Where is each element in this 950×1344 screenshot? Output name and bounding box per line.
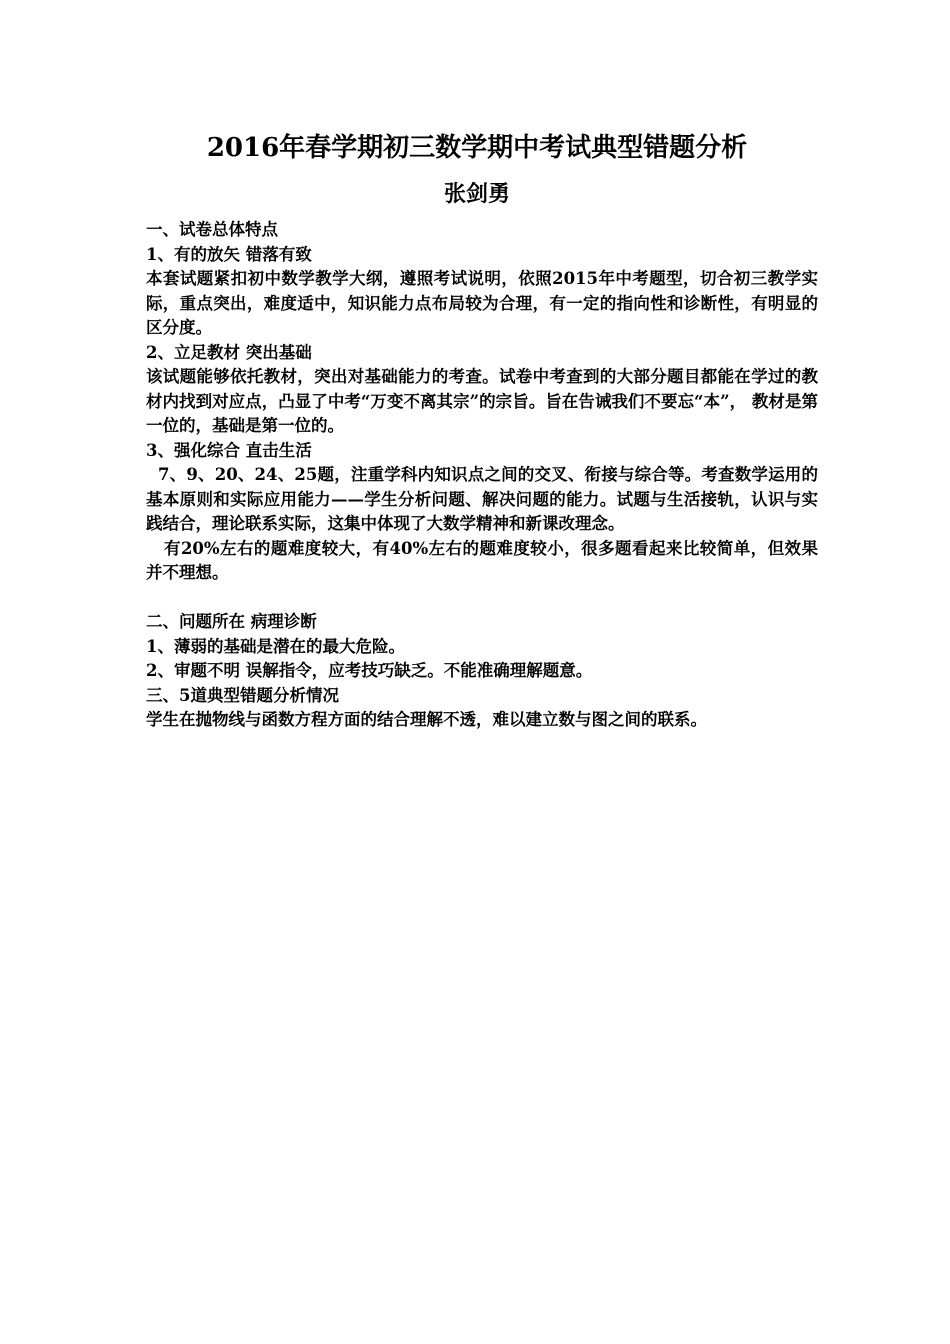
document-author: 张剑勇 [443,181,510,207]
section-1-3-heading: 3、强化综合 直击生活 [146,440,312,460]
section-1-3-body-2: 有20%左右的题难度较大，有40%左右的题难度较小，很多题看起来比较简单，但效果并不理想。 [146,538,818,582]
document-page [146,128,818,733]
section-1-2-body: 该试题能够依托教材，突出对基础能力的考查。试卷中考查到的大部分题目都能在学过的教材内找到对应点，凸显了中考“万变不离其宗”的宗旨。旨在告诫我们不要忘“本”， 教材是第一位的，基础是第一位的。 [146,367,818,435]
section-2-item-2: 2、审题不明 误解指令，应考技巧缺乏。不能准确理解题意。 [146,661,593,680]
section-1-1-heading: 1、有的放矢 错落有致 [146,244,312,264]
section-3-body: 学生在抛物线与函数方程方面的结合理解不透，难以建立数与图之间的联系。 [146,710,707,729]
section-2-item-1: 1、薄弱的基础是潜在的最大危险。 [146,636,405,656]
section-2-heading: 二、问题所在 病理诊断 [146,612,317,631]
document-title: 2016年春学期初三数学期中考试典型错题分析 [206,133,748,163]
section-1-2-heading: 2、立足教材 突出基础 [146,342,312,362]
section-1-3-body-text: 7、9、20、24、25题，注重学科内知识点之间的交叉、衔接与综合等。考查数学运用的基本原则和实际应用能力——学生分析问题、解决问题的能力。试题与生活接轨，认识与实践结合，理论联系实际，这集中体现了大数学精神和新课改理念。 [146,465,818,533]
section-1-heading: 一、试卷总体特点 [146,220,278,239]
section-1-3-body [146,463,818,537]
blank-line [146,586,818,611]
section-1-1-body: 本套试题紧扣初中数学教学大纲，遵照考试说明，依照2015年中考题型，切合初三教学实际，重点突出，难度适中，知识能力点布局较为合理，有一定的指向性和诊断性，有明显的区分度。 [146,269,818,337]
section-3-heading: 三、5道典型错题分析情况 [146,685,339,705]
